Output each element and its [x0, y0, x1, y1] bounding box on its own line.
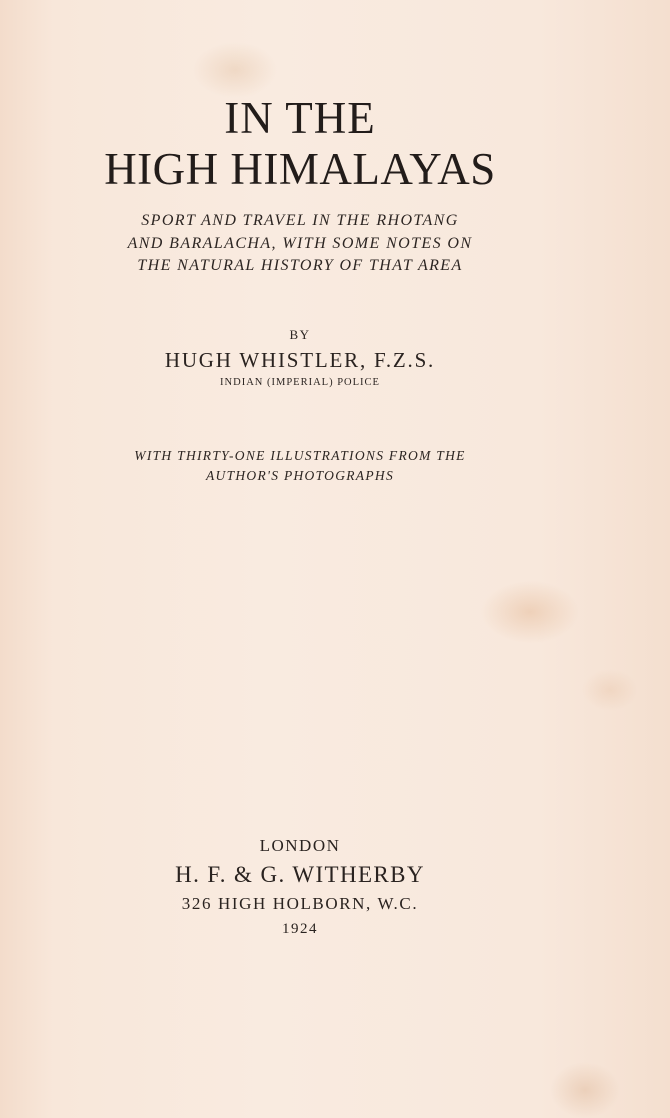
author-affiliation: INDIAN (IMPERIAL) POLICE — [220, 377, 380, 388]
illustrations-note — [0, 446, 600, 486]
book-subtitle — [0, 210, 600, 278]
imprint-publisher: H. F. & G. WITHERBY — [175, 862, 425, 887]
by-label: BY — [289, 327, 311, 342]
author-name: HUGH WHISTLER, F.Z.S. — [164, 348, 436, 372]
book-title-line-2: HIGH HIMALAYAS — [104, 144, 496, 194]
illustrations-line: WITH THIRTY-ONE ILLUSTRATIONS FROM THE — [134, 448, 466, 463]
subtitle-line: SPORT AND TRAVEL IN THE RHOTANG — [141, 212, 459, 229]
illustrations-line: AUTHOR'S PHOTOGRAPHS — [205, 468, 394, 483]
imprint-address: 326 HIGH HOLBORN, W.C. — [181, 894, 419, 913]
book-title-line-1: IN THE — [224, 93, 376, 143]
imprint-city: LONDON — [259, 836, 341, 855]
subtitle-line: AND BARALACHA, WITH SOME NOTES ON — [127, 234, 473, 252]
imprint-year: 1924 — [282, 921, 318, 937]
subtitle-line: THE NATURAL HISTORY OF THAT AREA — [137, 257, 463, 274]
